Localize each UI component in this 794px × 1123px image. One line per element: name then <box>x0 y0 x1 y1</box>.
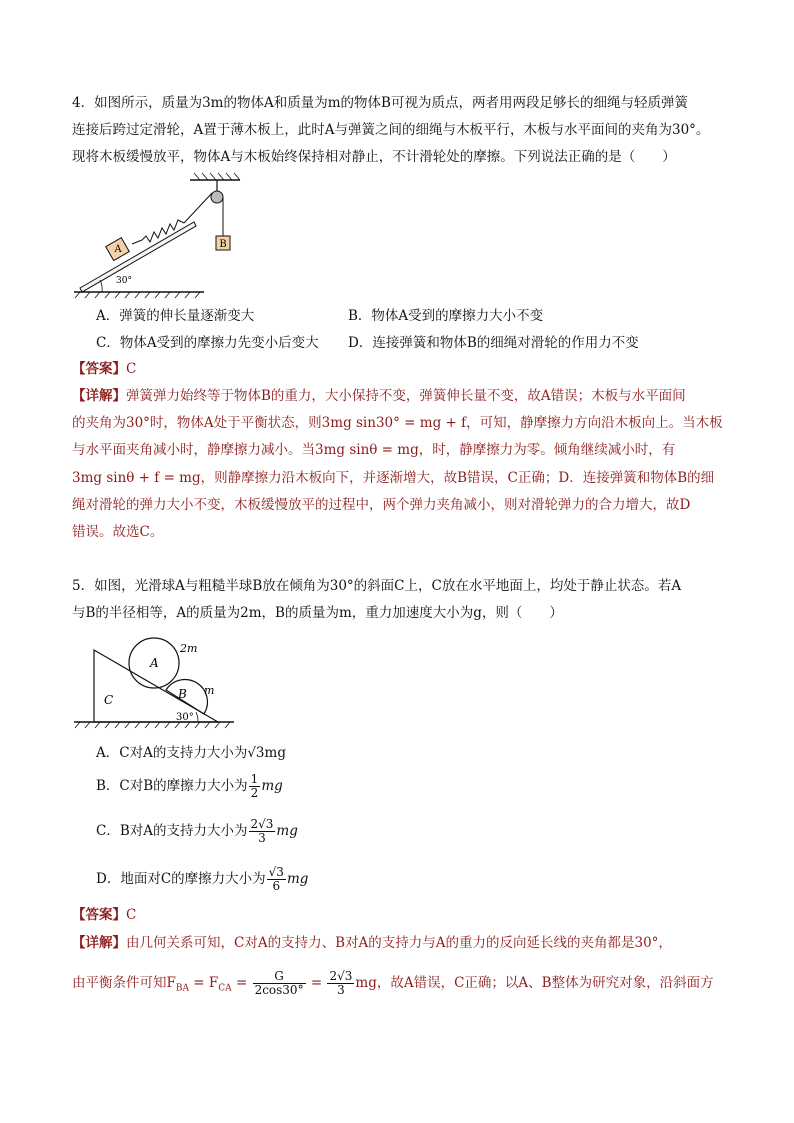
q5-mass-a: 2m <box>180 642 198 655</box>
q5-detail-2-f2-den: 3 <box>337 983 345 997</box>
q5-option-a[interactable]: A．C对A的支持力大小为√3mg <box>96 745 286 761</box>
q5-stem-line-1: 5．如图，光滑球A与粗糙半球B放在倾角为30°的斜面C上，C放在水平地面上，均处于静止状态。若A <box>72 578 682 594</box>
q4-stem-line-3: 现将木板缓慢放平，物体A与木板始终保持相对静止，不计滑轮处的摩擦。下列说法正确的是（ ） <box>72 149 676 165</box>
q5-detail-2-f1-num: G <box>253 970 306 984</box>
q4-figure <box>72 170 252 300</box>
q4-label-b: B <box>219 239 227 250</box>
q5-answer-tag: 【答案】 <box>72 907 126 923</box>
q5-detail-2-eq: = <box>231 975 252 991</box>
q5-figure <box>72 628 242 738</box>
q5-detail-2-f1-den: 2cos30° <box>254 983 304 997</box>
q4-detail-line-6: 错误。故选C。 <box>72 524 164 540</box>
q5-detail-line-2 <box>72 970 732 999</box>
q5-option-d-unit: mg <box>286 871 309 887</box>
q5-detail-2-pre: 由平衡条件可知F <box>72 975 176 991</box>
q4-detail-tag: 【详解】 <box>72 388 126 404</box>
q5-option-b-unit: mg <box>261 778 283 794</box>
q5-option-b[interactable] <box>96 773 283 800</box>
q5-option-b-fraction <box>249 773 261 800</box>
q5-option-c[interactable] <box>96 818 298 845</box>
q5-option-d-text: D．地面对C的摩擦力大小为 <box>96 871 266 887</box>
q5-option-c-unit: mg <box>276 823 298 839</box>
q5-answer-value: C <box>126 907 137 923</box>
q5-stem-line-2: 与B的半径相等，A的质量为2m，B的质量为m，重力加速度大小为g，则（ ） <box>72 605 563 621</box>
q4-option-d[interactable]: D．连接弹簧和物体B的细绳对滑轮的作用力不变 <box>348 335 639 351</box>
q4-stem-line-1: 4．如图所示，质量为3m的物体A和质量为m的物体B可视为质点，两者用两段足够长的细绳与轻质弹簧 <box>72 95 688 111</box>
q4-answer-value: C <box>126 361 137 377</box>
q4-option-c[interactable]: C．物体A受到的摩擦力先变小后变大 <box>96 335 319 351</box>
q5-option-d-denominator: 6 <box>272 879 281 893</box>
q5-label-b: B <box>178 687 187 701</box>
q5-option-d-fraction <box>267 866 286 893</box>
q5-detail-2-eq2: = <box>306 975 327 991</box>
q4-detail-line-3: 与水平面夹角减小时，静摩擦力减小。当3mg sinθ = mg，时，静摩擦力为零。倾角继续减小时，有 <box>72 442 676 458</box>
q4-detail-text-1: 弹簧弹力始终等于物体B的重力，大小保持不变，弹簧伸长量不变，故A错误；木板与水平面间 <box>126 388 686 404</box>
q5-detail-text-1: 由几何关系可知，C对A的支持力、B对A的支持力与A的重力的反向延长线的夹角都是30°， <box>126 935 672 951</box>
q4-angle-label: 30° <box>116 276 132 286</box>
q5-option-c-text: C．B对A的支持力大小为 <box>96 823 248 839</box>
q5-option-c-denominator: 3 <box>258 831 266 845</box>
q5-option-b-denominator: 2 <box>250 786 259 800</box>
q5-label-a: A <box>150 656 159 670</box>
q5-label-c: C <box>104 693 114 707</box>
q5-detail-2-fraction-1 <box>253 970 306 997</box>
q4-detail-line-2: 的夹角为30°时，物体A处于平衡状态，则3mg sin30° = mg + f，可知，静摩擦力方向沿木板向上。当木板 <box>72 415 723 431</box>
q4-detail-line-4: 3mg sinθ + f = mg，则静摩擦力沿木板向下，并逐渐增大，故B错误，C正确；D．连接弹簧和物体B的细 <box>72 470 715 486</box>
q4-option-a[interactable]: A．弹簧的伸长量逐渐变大 <box>96 308 255 324</box>
q4-option-b[interactable]: B．物体A受到的摩擦力大小不变 <box>348 308 544 324</box>
q4-answer <box>72 359 732 379</box>
q5-option-d[interactable] <box>96 866 308 893</box>
q5-detail-2-mid: = F <box>189 975 219 991</box>
q4-answer-tag: 【答案】 <box>72 361 126 377</box>
q5-option-b-text: B．C对B的摩擦力大小为 <box>96 778 248 794</box>
q5-detail-2-sub-ca: CA <box>218 983 232 994</box>
q5-answer <box>72 905 732 925</box>
q5-option-c-numerator: 2√3 <box>250 817 274 831</box>
q5-detail-2-f2-num: 2√3 <box>329 969 353 983</box>
q5-detail-2-post: mg，故A错误，C正确；以A、B整体为研究对象，沿斜面方 <box>355 975 714 991</box>
q5-option-b-numerator: 1 <box>250 772 259 786</box>
q5-mass-b: m <box>204 684 215 697</box>
q4-label-a: A <box>114 244 122 255</box>
q5-detail-2-fraction-2 <box>327 970 354 997</box>
q4-detail-line-1 <box>72 386 732 406</box>
q4-stem-line-2: 连接后跨过定滑轮，A置于薄木板上，此时A与弹簧之间的细绳与木板平行，木板与水平面间的夹角为30°。 <box>72 122 710 138</box>
q5-option-d-numerator: √3 <box>268 865 284 879</box>
q5-detail-tag: 【详解】 <box>72 935 126 951</box>
q5-detail-line-1 <box>72 933 732 953</box>
q4-detail-line-5: 绳对滑轮的弹力大小不变，木板缓慢放平的过程中，两个弹力夹角减小，则对滑轮弹力的合力增大，故D <box>72 497 691 513</box>
q5-angle-label: 30° <box>176 712 194 723</box>
q5-option-c-fraction <box>249 818 276 845</box>
q5-detail-2-sub-ba: BA <box>175 983 189 994</box>
